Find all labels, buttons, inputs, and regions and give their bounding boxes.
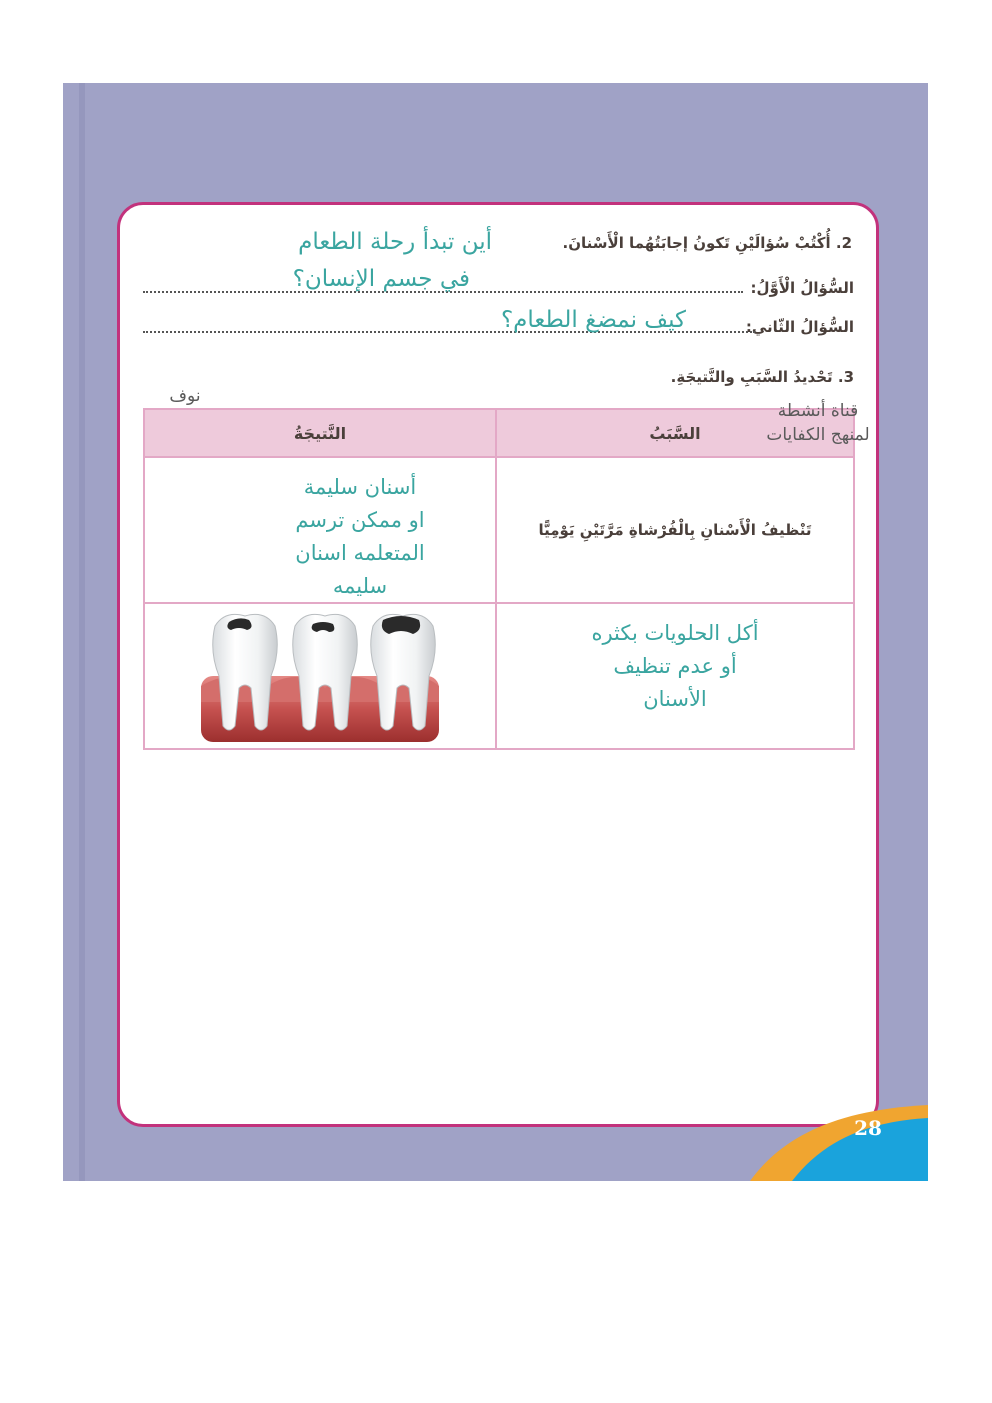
- book-spine: [79, 83, 85, 1181]
- question-2-instruction: 2. أُكْتُبْ سُؤالَيْنِ تَكونُ إجابَتُهُما الْأَسْنانَ.: [562, 234, 852, 252]
- section-3-instruction: 3. تَحْديدُ السَّبَبِ والنَّتيجَةِ.: [670, 368, 854, 386]
- channel-note-line-1: قناة أنشطة: [777, 401, 859, 421]
- row-2-result: [144, 603, 496, 749]
- row-1-result-text: [225, 471, 495, 598]
- table-row: [144, 457, 854, 603]
- row-2-cause-line-3: الأسنان: [643, 686, 707, 711]
- table-header-row: [144, 409, 854, 457]
- decayed-teeth-illustration: [195, 606, 445, 746]
- row-1-result-line-3: المتعلمه اسنان: [295, 540, 425, 565]
- row-1-result-line-2: او ممكن ترسم: [295, 507, 425, 532]
- answer-1-line-2[interactable]: في جسم الإنسان؟: [292, 266, 470, 292]
- row-1-result[interactable]: [144, 457, 496, 603]
- answer-2[interactable]: كيف نمضغ الطعام؟: [500, 307, 686, 333]
- channel-note-line-2: لمنهج الكفايات: [766, 425, 870, 445]
- row-2-cause-text: [497, 617, 853, 716]
- page-corner-decoration: [740, 1100, 928, 1181]
- author-note-line-1: نوف: [169, 386, 201, 406]
- row-1-result-line-1: أسنان سليمة: [303, 474, 417, 499]
- header-cause: السَّبَبُ: [496, 409, 854, 457]
- answer-1-line-1[interactable]: أين تبدأ رحلة الطعام: [298, 229, 492, 255]
- table-row: [144, 603, 854, 749]
- cause-effect-table: [143, 408, 855, 750]
- row-2-cause-line-2: أو عدم تنظيف: [613, 653, 737, 678]
- second-question-label: السُّؤالُ الثّاني:: [745, 318, 854, 336]
- row-1-cause: تَنْظيفُ الْأَسْنانِ بِالْفُرْشاةِ مَرَّتَيْنِ يَوْمِيًّا: [496, 457, 854, 603]
- row-2-cause-line-1: أكل الحلويات بكثره: [591, 620, 759, 645]
- page-number: 28: [854, 1116, 882, 1140]
- header-result: النَّتيجَةُ: [144, 409, 496, 457]
- channel-note: [752, 399, 884, 447]
- row-1-result-line-4: سليمه: [332, 573, 388, 598]
- row-2-cause[interactable]: [496, 603, 854, 749]
- first-question-label: السُّؤالُ الْأَوَّلُ:: [750, 279, 854, 297]
